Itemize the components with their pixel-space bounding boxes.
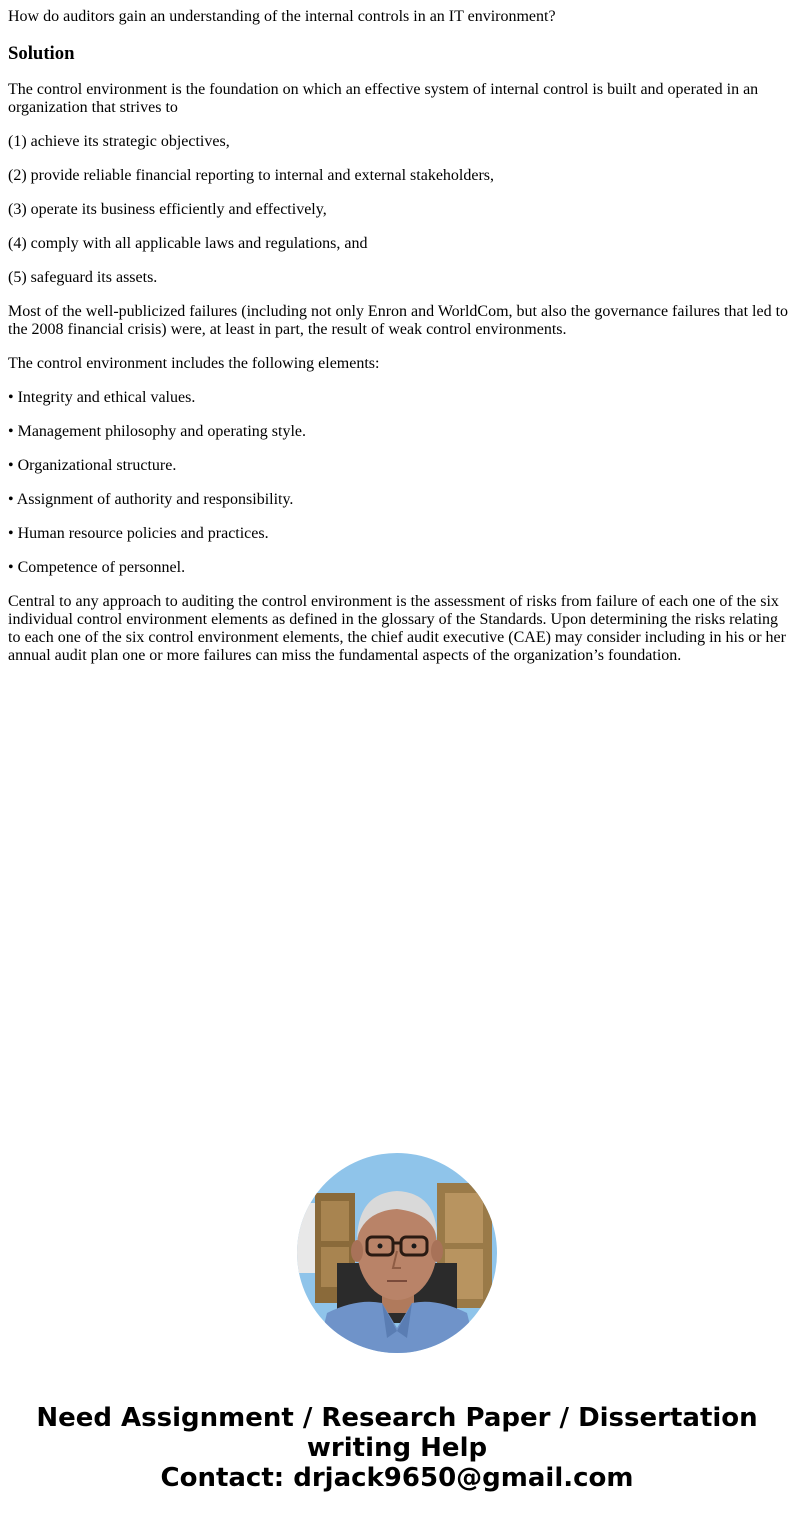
promo-line: writing Help [306,1433,488,1463]
paragraph-failures: Most of the well-publicized failures (including not only Enron and WorldCom, but also the governance failures that led to the 2008 financial crisis) were, at least in part, the result of weak control environments. [8,303,789,338]
element-item: • Integrity and ethical values. [8,389,196,406]
promo-contact: Contact: drjack9650@gmail.com [160,1463,634,1493]
element-item: • Organizational structure. [8,457,177,474]
objective-item: (4) comply with all applicable laws and regulations, and [8,235,368,252]
promo-line: Need Assignment / Research Paper / Dissertation [36,1403,758,1433]
answer-content [8,8,788,665]
author-avatar [297,1153,497,1353]
paragraph-central: Central to any approach to auditing the control environment is the assessment of risks from failure of each one of the six individual control environment elements as defined in the glossary of the Standards. Upon determining the risks relating to each one of the six control environment elements, the chief audit executive (CAE) may consider including in his or her annual audit plan one or more failures can miss the fundamental aspects of the organization’s foundation. [8,593,786,664]
element-item: • Competence of personnel. [8,559,186,576]
objective-item: (1) achieve its strategic objectives, [8,133,230,150]
element-item: • Management philosophy and operating style. [8,423,306,440]
objective-item: (5) safeguard its assets. [8,269,158,286]
avatar-portrait [297,1153,497,1353]
solution-heading: Solution [8,43,75,64]
objective-item: (3) operate its business efficiently and effectively, [8,201,327,218]
paragraph-elements-intro: The control environment includes the following elements: [8,355,380,372]
element-item: • Human resource policies and practices. [8,525,269,542]
element-item: • Assignment of authority and responsibility. [8,491,294,508]
objective-item: (2) provide reliable financial reporting to internal and external stakeholders, [8,167,495,184]
promo-banner [0,1403,794,1493]
question-text: How do auditors gain an understanding of the internal controls in an IT environment? [8,8,556,25]
paragraph-intro: The control environment is the foundation on which an effective system of internal control is built and operated in an organization that strives to [8,81,759,116]
